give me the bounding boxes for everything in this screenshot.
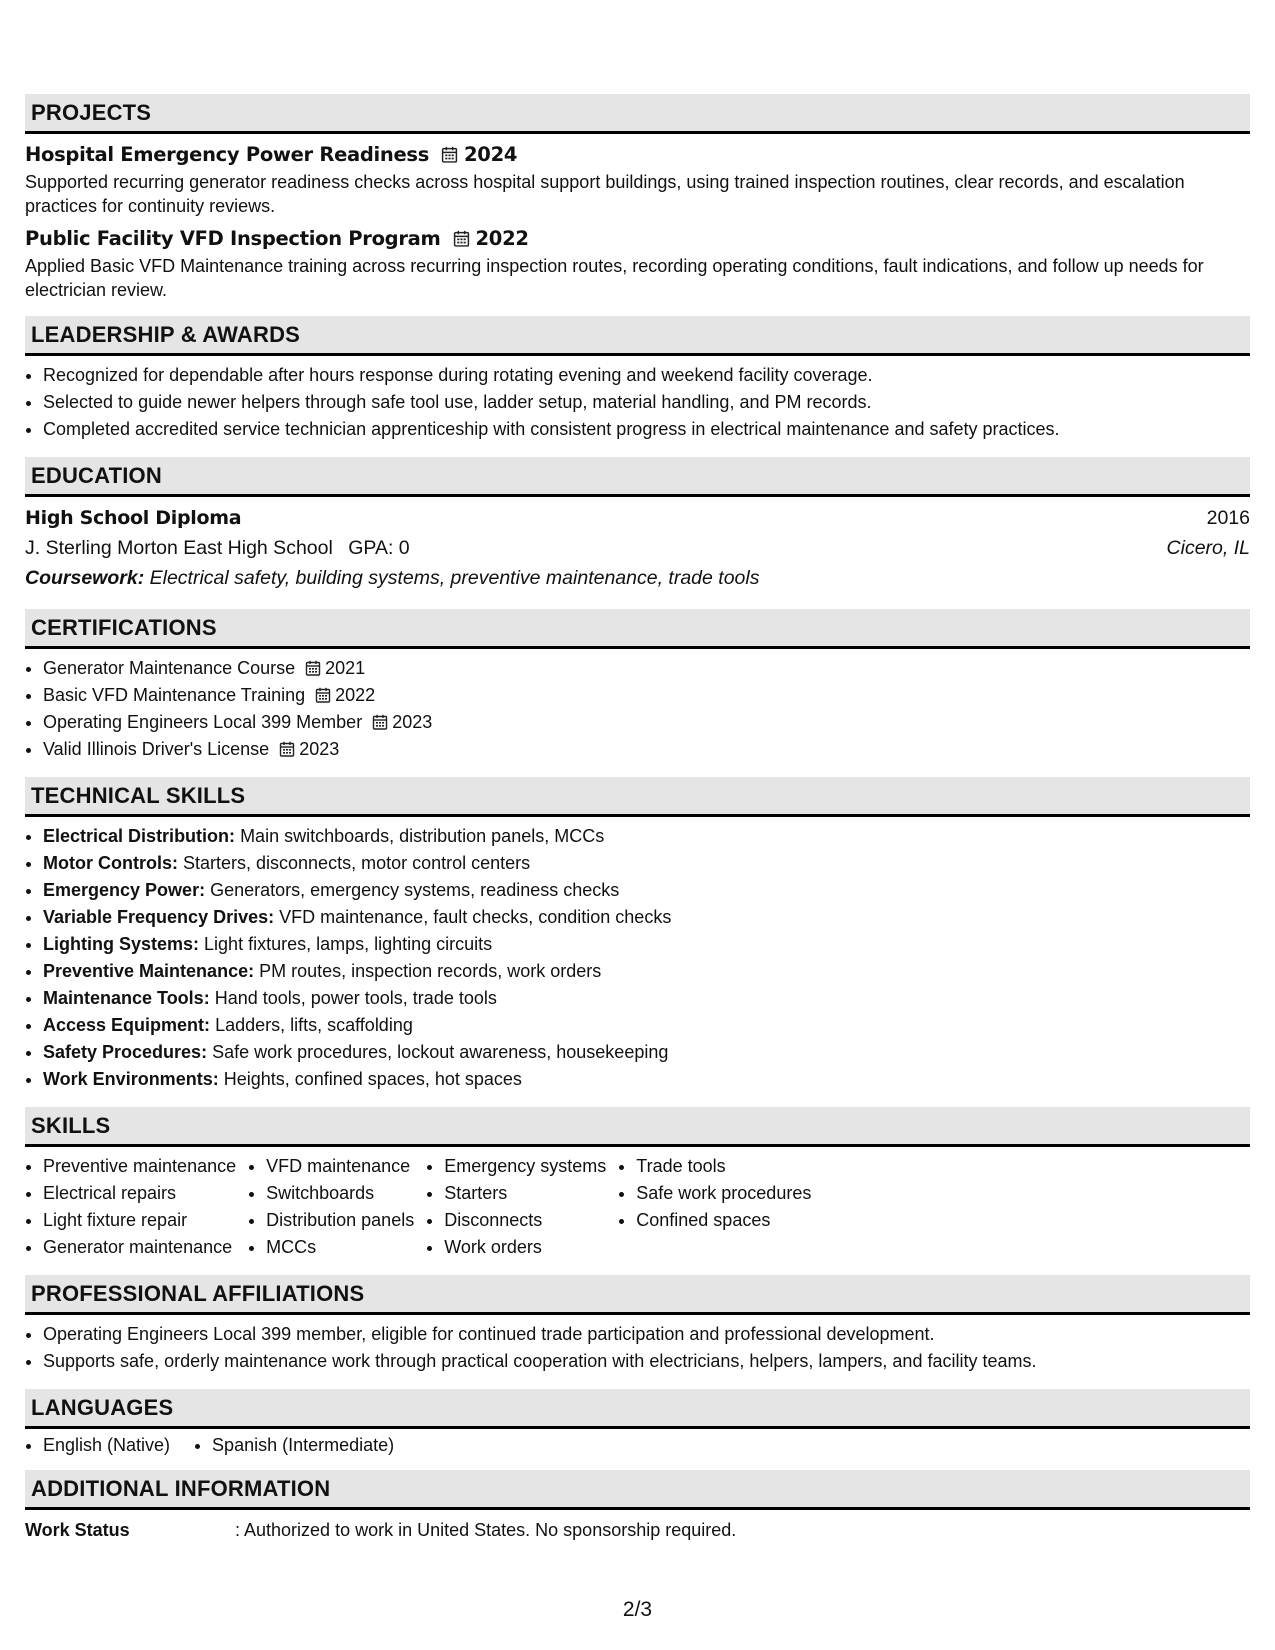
list-item: • Recognized for dependable after hours response during rotating evening and weekend facility coverage. <box>43 362 1250 389</box>
list-item: • Disconnects <box>444 1207 606 1234</box>
list-item: • Trade tools <box>636 1153 811 1180</box>
list-item <box>43 958 1250 985</box>
list-item: • Confined spaces <box>636 1207 811 1234</box>
calendar-icon <box>453 230 470 247</box>
list-item: • Operating Engineers Local 399 member, eligible for continued trade participation and professional development. <box>43 1321 1250 1348</box>
skill-value: Generators, emergency systems, readiness checks <box>210 880 620 900</box>
list-item: • Supports safe, orderly maintenance work through practical cooperation with electricians, helpers, lampers, and facility teams. <box>43 1348 1250 1375</box>
skill-label: Preventive Maintenance: <box>43 961 255 981</box>
work-status-label: Work Status <box>25 1520 130 1540</box>
list-item <box>43 709 1250 736</box>
calendar-icon <box>372 714 388 730</box>
resume-page <box>25 94 1250 1541</box>
list-item: • Switchboards <box>266 1180 414 1207</box>
skill-label: Electrical Distribution: <box>43 826 236 846</box>
skill-label: Maintenance Tools: <box>43 988 210 1008</box>
skill-value: PM routes, inspection records, work orders <box>259 961 602 981</box>
list-item: • Emergency systems <box>444 1153 606 1180</box>
language-item: English (Native) <box>43 1435 171 1455</box>
skill-value: Light fixtures, lamps, lighting circuits <box>204 934 493 954</box>
cert-year: 2023 <box>392 712 433 732</box>
list-item <box>43 655 1250 682</box>
skill-label: Safety Procedures: <box>43 1042 208 1062</box>
section-header-leadership: LEADERSHIP & AWARDS <box>25 316 1250 356</box>
project-name: Hospital Emergency Power Readiness <box>25 143 430 166</box>
cert-year: 2022 <box>335 685 376 705</box>
list-item: • Preventive maintenance <box>43 1153 236 1180</box>
skill-value: Heights, confined spaces, hot spaces <box>223 1069 522 1089</box>
skill-label: Work Environments: <box>43 1069 219 1089</box>
education-year: 2016 <box>1206 507 1250 529</box>
section-header-certifications: CERTIFICATIONS <box>25 609 1250 649</box>
work-status-value: : Authorized to work in United States. No sponsorship required. <box>235 1520 737 1540</box>
skills-column <box>422 1153 606 1261</box>
project-description: Supported recurring generator readiness checks across hospital support buildings, using trained inspection routines, clear records, and escalation practices for continuity reviews. <box>25 172 1185 216</box>
list-item: • Selected to guide newer helpers through safe tool use, ladder setup, material handling, and PM records. <box>43 389 1250 416</box>
section-header-projects: PROJECTS <box>25 94 1250 134</box>
cert-year: 2023 <box>299 739 340 759</box>
skill-value: Starters, disconnects, motor control centers <box>183 853 531 873</box>
gpa: GPA: 0 <box>348 537 410 559</box>
list-item: • Electrical repairs <box>43 1180 236 1207</box>
coursework-label: Coursework: <box>25 567 145 589</box>
calendar-icon <box>279 741 295 757</box>
skill-label: Access Equipment: <box>43 1015 211 1035</box>
page-number: 2/3 <box>622 1598 653 1621</box>
section-header-technical-skills: TECHNICAL SKILLS <box>25 777 1250 817</box>
leadership-list <box>25 362 1250 443</box>
section-header-education: EDUCATION <box>25 457 1250 497</box>
skill-value: Main switchboards, distribution panels, MCCs <box>240 826 605 846</box>
project-year: 2024 <box>464 143 518 166</box>
list-item <box>43 877 1250 904</box>
skill-value: Ladders, lifts, scaffolding <box>215 1015 413 1035</box>
education-entry <box>25 503 1250 593</box>
calendar-icon <box>441 146 458 163</box>
cert-name: Basic VFD Maintenance Training <box>43 685 306 705</box>
calendar-icon <box>305 660 321 676</box>
school-location: Cicero, IL <box>1166 537 1250 559</box>
degree: High School Diploma <box>25 507 242 529</box>
list-item: • Completed accredited service technician apprenticeship with consistent progress in electrical maintenance and safety practices. <box>43 416 1250 443</box>
list-item <box>43 850 1250 877</box>
calendar-icon <box>315 687 331 703</box>
list-item: • MCCs <box>266 1234 414 1261</box>
cert-name: Operating Engineers Local 399 Member <box>43 712 363 732</box>
skill-label: Lighting Systems: <box>43 934 200 954</box>
list-item: • VFD maintenance <box>266 1153 414 1180</box>
list-item <box>43 985 1250 1012</box>
certifications-list <box>25 655 1250 763</box>
project-year: 2022 <box>475 227 529 250</box>
list-item <box>43 931 1250 958</box>
project-name: Public Facility VFD Inspection Program <box>25 227 441 250</box>
list-item <box>43 736 1250 763</box>
list-item <box>43 1039 1250 1066</box>
skill-value: Hand tools, power tools, trade tools <box>214 988 497 1008</box>
list-item <box>43 1066 1250 1093</box>
list-item: • Work orders <box>444 1234 606 1261</box>
list-item: • Starters <box>444 1180 606 1207</box>
list-item <box>43 904 1250 931</box>
section-header-additional: ADDITIONAL INFORMATION <box>25 1470 1250 1510</box>
skills-column <box>25 1153 236 1261</box>
technical-skills-list <box>25 823 1250 1093</box>
work-status-row <box>25 1520 1250 1541</box>
list-item <box>43 1012 1250 1039</box>
project-item <box>25 227 1250 302</box>
project-item <box>25 143 1250 218</box>
skills-columns <box>25 1153 1250 1261</box>
list-item <box>43 682 1250 709</box>
list-item: • Distribution panels <box>266 1207 414 1234</box>
languages-list <box>25 1435 1250 1456</box>
section-header-languages: LANGUAGES <box>25 1389 1250 1429</box>
list-item <box>43 823 1250 850</box>
language-item: Spanish (Intermediate) <box>212 1435 395 1455</box>
coursework: Electrical safety, building systems, preventive maintenance, trade tools <box>149 567 760 589</box>
school-name: J. Sterling Morton East High School <box>25 537 333 559</box>
affiliations-list <box>25 1321 1250 1375</box>
skill-label: Emergency Power: <box>43 880 206 900</box>
section-header-affiliations: PROFESSIONAL AFFILIATIONS <box>25 1275 1250 1315</box>
cert-name: Generator Maintenance Course <box>43 658 296 678</box>
project-description: Applied Basic VFD Maintenance training across recurring inspection routes, recording operating conditions, fault indications, and follow up needs for electrician review. <box>25 256 1204 300</box>
cert-name: Valid Illinois Driver's License <box>43 739 270 759</box>
skill-value: Safe work procedures, lockout awareness, housekeeping <box>212 1042 669 1062</box>
skill-value: VFD maintenance, fault checks, condition checks <box>279 907 672 927</box>
skills-column <box>244 1153 414 1261</box>
cert-year: 2021 <box>325 658 366 678</box>
list-item: • Safe work procedures <box>636 1180 811 1207</box>
list-item: • Generator maintenance <box>43 1234 236 1261</box>
skill-label: Motor Controls: <box>43 853 178 873</box>
list-item: • Light fixture repair <box>43 1207 236 1234</box>
skill-label: Variable Frequency Drives: <box>43 907 275 927</box>
skills-column <box>614 1153 811 1261</box>
section-header-skills: SKILLS <box>25 1107 1250 1147</box>
